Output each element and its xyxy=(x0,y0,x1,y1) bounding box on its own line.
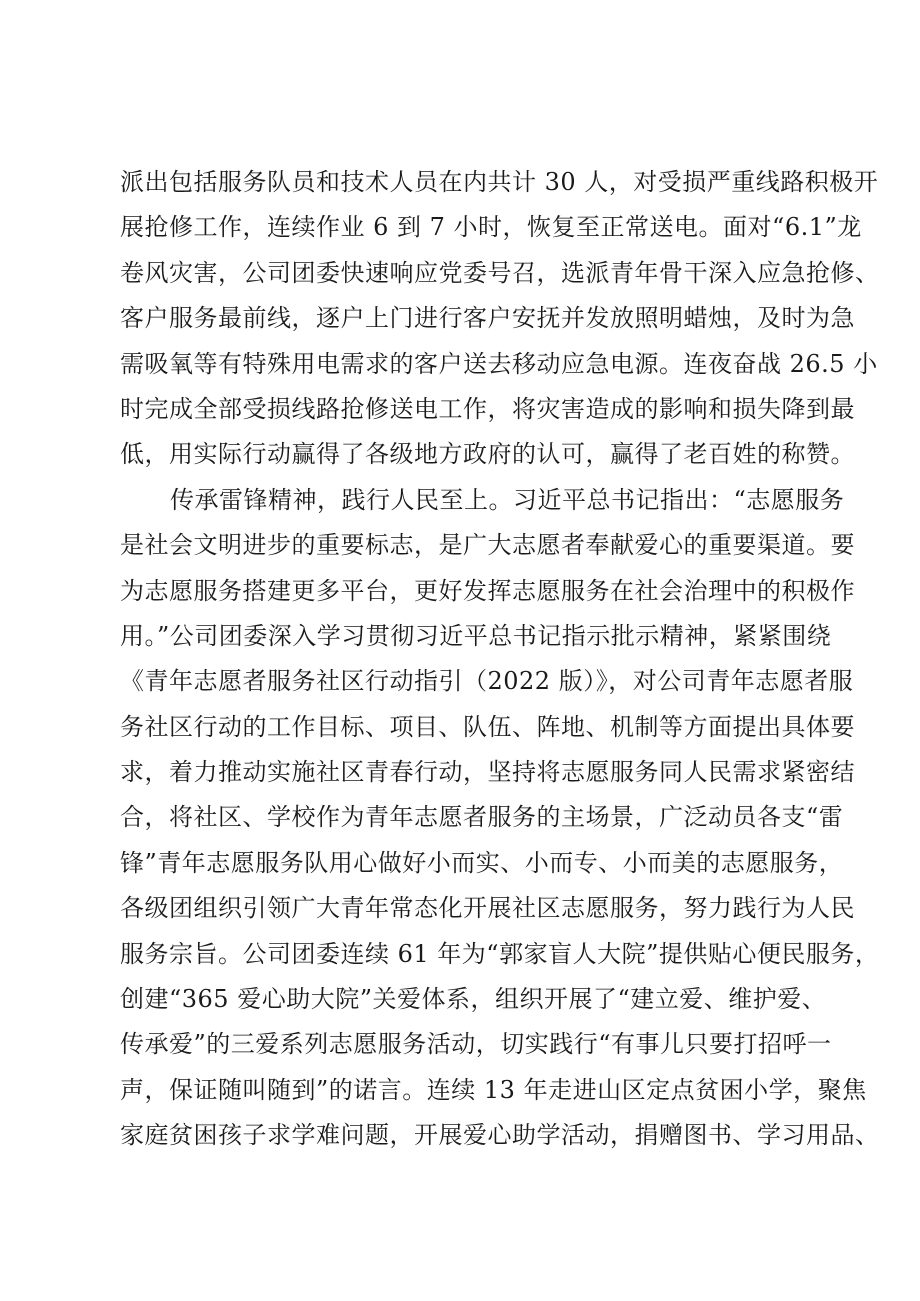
text-line: 卷风灾害，公司团委快速响应党委号召，选派青年骨干深入应急抢修、 xyxy=(120,258,880,287)
text-line: 是社会文明进步的重要标志，是广大志愿者奉献爱心的重要渠道。要 xyxy=(120,531,855,560)
text-line: 合，将社区、学校作为青年志愿者服务的主场景，广泛动员各支“雷 xyxy=(120,803,844,832)
text-line: 各级团组织引领广大青年常态化开展社区志愿服务，努力践行为人民 xyxy=(120,894,855,923)
text-line: 时完成全部受损线路抢修送电工作，将灾害造成的影响和损失降到最 xyxy=(120,394,855,423)
text-line: 派出包括服务队员和技术人员在内共计 30 人，对受损严重线路积极开 xyxy=(120,168,879,196)
text-line: 《青年志愿者服务社区行动指引（2022 版）》，对公司青年志愿者服 xyxy=(120,667,854,696)
text-line: 展抢修工作，连续作业 6 到 7 小时，恢复至正常送电。面对“6.1”龙 xyxy=(120,213,862,242)
text-line: 求，着力推动实施社区青春行动，坚持将志愿服务同人民需求紧密结 xyxy=(120,758,855,787)
text-line: 低，用实际行动赢得了各级地方政府的认可，赢得了老百姓的称赞。 xyxy=(120,440,855,469)
text-line: 客户服务最前线，逐户上门进行客户安抚并发放照明蜡烛，及时为急 xyxy=(120,304,855,333)
document-body xyxy=(120,160,880,1159)
text-line: 用。”公司团委深入学习贯彻习近平总书记指示批示精神，紧紧围绕 xyxy=(120,621,832,650)
text-line: 传承爱”的三爱系列志愿服务活动，切实践行“有事儿只要打招呼一 xyxy=(120,1030,832,1059)
text-line: 锋”青年志愿服务队用心做好小而实、小而专、小而美的志愿服务， xyxy=(120,848,844,877)
text-line: 务社区行动的工作目标、项目、队伍、阵地、机制等方面提出具体要 xyxy=(120,712,855,741)
text-line: 家庭贫困孩子求学难问题，开展爱心助学活动，捐赠图书、学习用品、 xyxy=(120,1121,880,1150)
text-line: 服务宗旨。公司团委连续 61 年为“郭家盲人大院”提供贴心便民服务， xyxy=(120,939,880,968)
text-line: 为志愿服务搭建更多平台，更好发挥志愿服务在社会治理中的积极作 xyxy=(120,576,855,605)
text-line: 声，保证随叫随到”的诺言。连续 13 年走进山区定点贫困小学，聚焦 xyxy=(120,1075,867,1104)
paragraph-first-line: 传承雷锋精神，践行人民至上。习近平总书记指出：“志愿服务 xyxy=(170,485,845,514)
text-line: 创建“365 爱心助大院”关爱体系，组织开展了“建立爱、维护爱、 xyxy=(120,985,827,1014)
text-line: 需吸氧等有特殊用电需求的客户送去移动应急电源。连夜奋战 26.5 小 xyxy=(120,349,878,378)
